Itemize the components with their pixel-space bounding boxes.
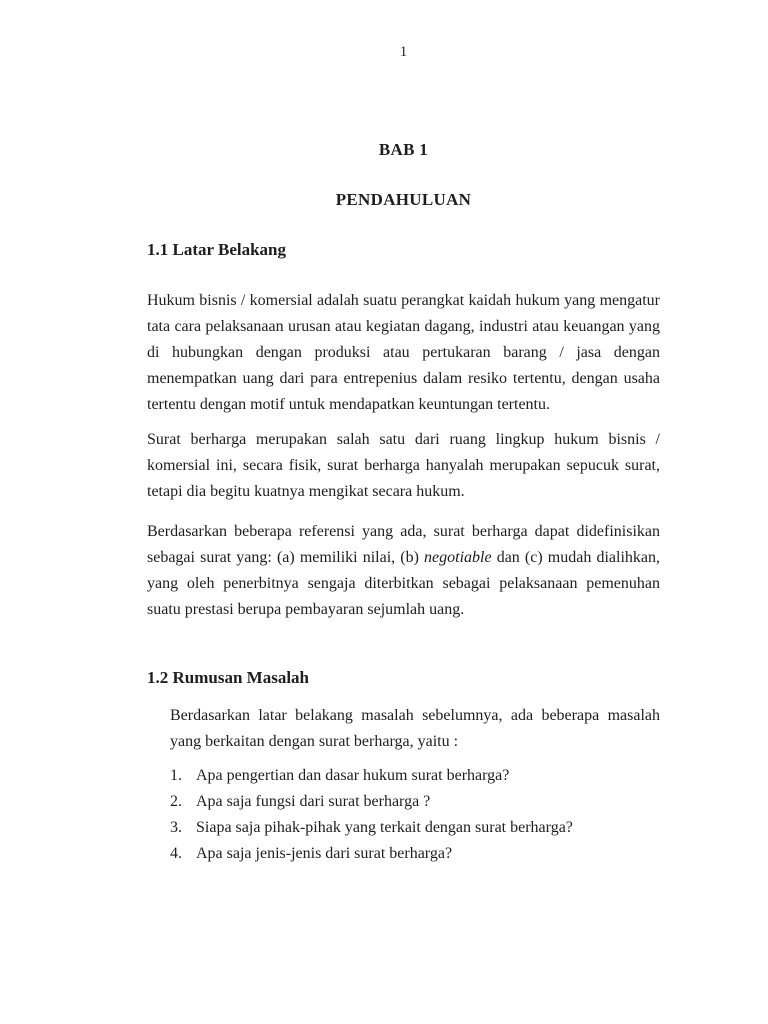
list-item-number: 3.	[170, 819, 182, 836]
section-1-heading: 1.1 Latar Belakang	[147, 240, 287, 259]
page-number: 1	[399, 44, 408, 60]
chapter-heading: BAB 1	[378, 140, 429, 159]
list-item-number: 1.	[170, 767, 182, 784]
paragraph-definisi-surat-berharga: Berdasarkan beberapa referensi yang ada, surat berharga dapat didefinisikan sebagai surat yang: (a) memiliki nilai, (b) negotiable dan (c) mudah dialihkan, yang oleh penerbitnya sengaja diterbitkan sebagai pelaksanaan pemenuhan suatu prestasi berupa pembayaran sejumlah uang.	[147, 523, 660, 618]
list-item-text: Apa saja fungsi dari surat berharga ?	[196, 793, 431, 810]
list-item	[170, 763, 660, 789]
list-item-number: 2.	[170, 793, 182, 810]
section-2-heading: 1.2 Rumusan Masalah	[147, 668, 310, 687]
list-item-text: Apa saja jenis-jenis dari surat berharga?	[196, 845, 453, 862]
paragraph-hukum-bisnis: Hukum bisnis / komersial adalah suatu perangkat kaidah hukum yang mengatur tata cara pelaksanaan urusan atau kegiatan dagang, industri atau keuangan yang di hubungkan dengan produksi atau pertukaran barang / jasa dengan menempatkan uang dari para entrepenius dalam resiko tertentu, dengan usaha tertentu dengan motif untuk mendapatkan keuntungan tertentu.	[147, 292, 660, 413]
list-item	[170, 789, 660, 815]
question-list	[170, 763, 660, 867]
page-content	[147, 0, 660, 867]
section-2-intro: Berdasarkan latar belakang masalah sebelumnya, ada beberapa masalah yang berkaitan dengan surat berharga, yaitu :	[170, 707, 660, 750]
list-item-number: 4.	[170, 845, 182, 862]
paragraph-surat-berharga: Surat berharga merupakan salah satu dari ruang lingkup hukum bisnis / komersial ini, secara fisik, surat berharga hanyalah merupakan sepucuk surat, tetapi dia begitu kuatnya mengikat secara hukum.	[147, 431, 660, 500]
list-item-text: Siapa saja pihak-pihak yang terkait dengan surat berharga?	[196, 819, 573, 836]
list-item	[170, 815, 660, 841]
list-item	[170, 841, 660, 867]
chapter-title: PENDAHULUAN	[335, 190, 472, 209]
list-item-text: Apa pengertian dan dasar hukum surat berharga?	[196, 767, 510, 784]
